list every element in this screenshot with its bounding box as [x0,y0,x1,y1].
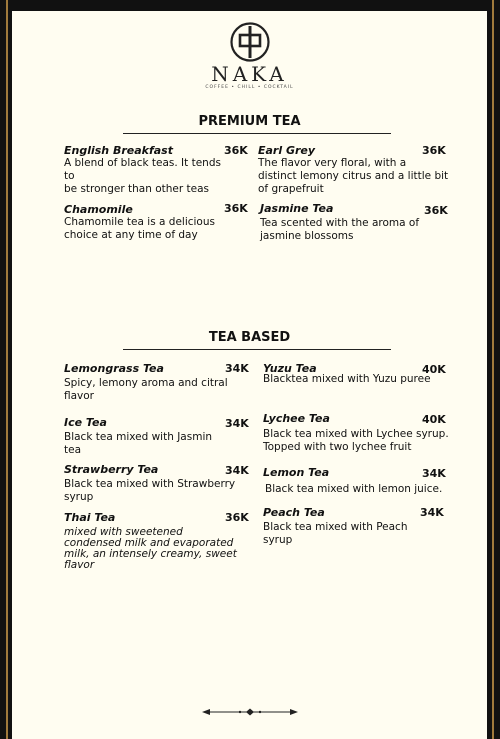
ornament-divider-icon [202,707,298,717]
item-price: 36K [424,204,448,217]
menu-item [64,511,244,571]
menu-item [260,202,450,243]
item-name: Chamomile [64,203,133,216]
item-price: 34K [225,362,249,375]
item-name: English Breakfast [64,144,173,157]
item-price: 36K [225,511,249,524]
menu-item [64,416,234,457]
item-name: Lemongrass Tea [64,362,164,375]
item-price: 34K [225,417,249,430]
item-description: Blacktea mixed with Yuzu puree [263,373,431,385]
premium-tea-rule [123,133,391,134]
menu-item [64,463,244,504]
item-name: Thai Tea [64,511,116,524]
item-description: Black tea mixed with Strawberry syrup [64,478,236,503]
left-gold-border [6,0,8,739]
item-description: Black tea mixed with Jasmin tea [64,431,213,456]
item-description: Black tea mixed with Peach syrup [263,521,408,546]
brand-logo [12,21,487,91]
naka-logo-icon [229,21,271,63]
menu-item [263,506,443,547]
menu-item [64,144,234,196]
item-description: Tea scented with the aroma of jasmine blossoms [260,217,420,242]
right-gold-border [492,0,494,739]
brand-name: NAKA [211,62,288,86]
item-description: Chamomile tea is a delicious choice at any time of day [64,216,215,241]
item-description: The flavor very floral, with a distinct lemony citrus and a little bit of grapefruit [258,157,449,195]
item-name: Earl Grey [258,144,316,157]
item-price: 34K [225,464,249,477]
item-name: Jasmine Tea [260,202,334,215]
item-price: 40K [422,363,446,376]
menu-item [263,362,443,386]
item-description: Spicy, lemony aroma and citral flavor [64,377,228,402]
item-name: Peach Tea [263,506,325,519]
item-price: 34K [422,467,446,480]
item-name: Lychee Tea [263,412,330,425]
item-price: 34K [420,506,444,519]
item-price: 40K [422,413,446,426]
item-description: Black tea mixed with Lychee syrup. Topped with two lychee fruit [263,428,449,453]
item-name: Yuzu Tea [263,362,317,375]
menu-page [12,11,487,739]
item-description: A blend of black teas. It tends to be stronger than other teas [64,157,221,195]
tea-based-rule [123,349,391,350]
brand-tagline: COFFEE • CHILL • COCKTAIL [205,85,294,90]
item-name: Ice Tea [64,416,107,429]
item-price: 36K [422,144,446,157]
item-name: Strawberry Tea [64,463,159,476]
tea-based-title: TEA BASED [208,330,291,345]
item-price: 36K [224,144,248,157]
item-description: Black tea mixed with lemon juice. [265,483,443,495]
item-name: Lemon Tea [263,466,330,479]
menu-item [64,362,234,403]
item-description: mixed with sweetened condensed milk and evaporated milk, an intensely creamy, sweet flavor [64,526,237,571]
menu-item [64,203,234,242]
premium-tea-title: PREMIUM TEA [198,114,301,129]
item-price: 36K [224,202,248,215]
